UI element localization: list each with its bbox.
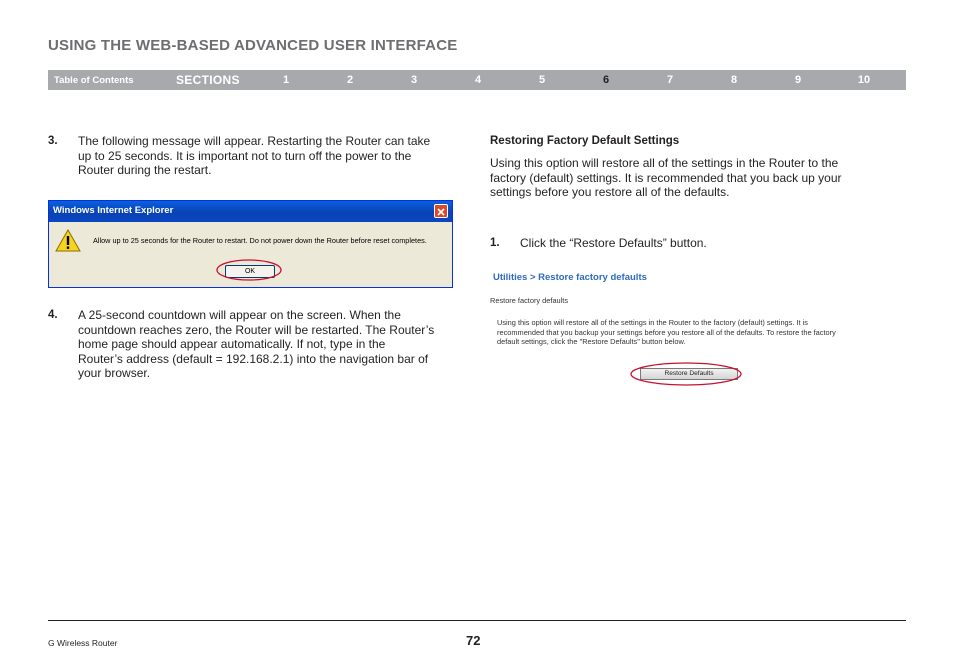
warning-icon <box>55 229 81 258</box>
nav-section-5[interactable]: 5 <box>538 74 546 86</box>
step-3-line: up to 25 seconds. It is important not to turn off the power to the <box>78 148 412 163</box>
nav-section-7[interactable]: 7 <box>666 74 674 86</box>
section-nav-bar <box>48 70 906 90</box>
screenshot-line: recommended that you backup your settings before you restore all of the defaults. To restore the factory <box>497 327 836 337</box>
step-3-line: Router during the restart. <box>78 163 212 178</box>
nav-section-1[interactable]: 1 <box>282 74 290 86</box>
screenshot-breadcrumb[interactable]: Utilities > Restore factory defaults <box>493 272 647 283</box>
footer-divider <box>48 620 906 621</box>
close-icon[interactable] <box>434 204 448 218</box>
screenshot-description <box>497 318 897 347</box>
step-4-line: Router’s address (default = 192.168.2.1) into the navigation bar of <box>78 351 429 366</box>
step-4-text <box>78 308 473 381</box>
screenshot-line: default settings, click the "Restore Defaults" button below. <box>497 337 686 347</box>
intro-line: Using this option will restore all of the settings in the Router to the <box>490 156 839 170</box>
step-1-number: 1. <box>490 237 500 249</box>
nav-section-10[interactable]: 10 <box>857 74 871 86</box>
dialog-message: Allow up to 25 seconds for the Router to restart. Do not power down the Router before reset completes. <box>93 236 427 245</box>
footer-product-name: G Wireless Router <box>48 638 118 648</box>
nav-section-4[interactable]: 4 <box>474 74 482 86</box>
step-3-number: 3. <box>48 135 58 147</box>
screenshot-section-label: Restore factory defaults <box>490 296 569 305</box>
screenshot-line: Using this option will restore all of the settings in the Router to the factory (default) settings. It is <box>497 318 808 327</box>
intro-line: settings before you restore all of the defaults. <box>490 185 730 200</box>
page-number: 72 <box>466 633 481 648</box>
nav-section-6-current[interactable]: 6 <box>602 74 610 86</box>
page-header-title: USING THE WEB-BASED ADVANCED USER INTERFACE <box>48 37 458 54</box>
ok-button[interactable]: OK <box>225 265 275 278</box>
step-4-line: your browser. <box>78 366 151 381</box>
nav-section-3[interactable]: 3 <box>410 74 418 86</box>
section-heading: Restoring Factory Default Settings <box>490 135 680 147</box>
dialog-title: Windows Internet Explorer <box>53 205 174 216</box>
ok-button-highlight-circle <box>214 258 284 282</box>
step-3-text <box>78 134 468 178</box>
step-4-line: countdown reaches zero, the Router will be restarted. The Router’s <box>78 322 435 337</box>
step-4-line: A 25-second countdown will appear on the screen. When the <box>78 308 401 322</box>
intro-paragraph <box>490 156 890 200</box>
restore-defaults-button[interactable]: Restore Defaults <box>640 368 738 380</box>
step-1-text: Click the “Restore Defaults” button. <box>520 236 707 250</box>
nav-table-of-contents-link[interactable]: Table of Contents <box>54 75 134 86</box>
step-4-number: 4. <box>48 309 58 321</box>
restore-button-highlight-circle <box>628 360 746 388</box>
intro-line: factory (default) settings. It is recommended that you back up your <box>490 170 842 185</box>
step-3-line: The following message will appear. Restarting the Router can take <box>78 134 431 148</box>
nav-sections-label: SECTIONS <box>176 73 240 87</box>
dialog-titlebar <box>49 201 452 222</box>
step-4-line: home page should appear automatically. If not, type in the <box>78 337 386 352</box>
nav-section-8[interactable]: 8 <box>730 74 738 86</box>
nav-section-2[interactable]: 2 <box>346 74 354 86</box>
nav-section-9[interactable]: 9 <box>794 74 802 86</box>
